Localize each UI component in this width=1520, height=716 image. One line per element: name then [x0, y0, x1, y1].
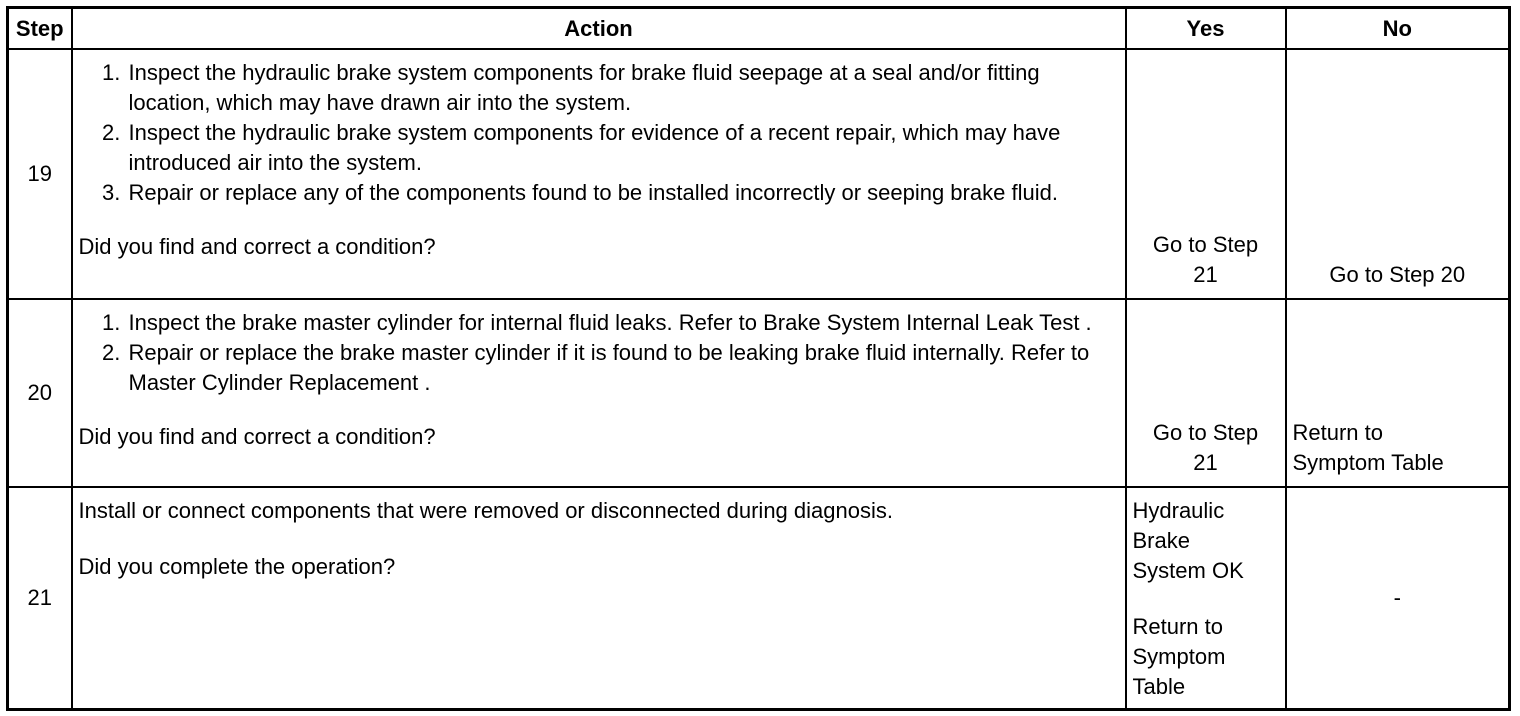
action-cell — [72, 49, 1126, 299]
no-cell — [1286, 487, 1510, 710]
diagnostic-table — [6, 6, 1511, 711]
table-row — [8, 299, 1510, 487]
step-number: 19 — [8, 49, 72, 299]
yes-a-line2: Brake — [1132, 528, 1190, 553]
no-cell — [1286, 49, 1510, 299]
yes-cell — [1126, 299, 1286, 487]
yes-cell — [1126, 49, 1286, 299]
yes-text: Go to Step — [1152, 232, 1259, 257]
question-text: Did you complete the operation? — [78, 554, 396, 579]
no-text: Go to Step 20 — [1329, 262, 1466, 287]
list-item: 1. Inspect the brake master cylinder for internal fluid leaks. Refer to Brake System Internal Leak Test . — [127, 308, 1119, 338]
step-number: 21 — [8, 487, 72, 710]
question-text: Did you find and correct a condition? — [78, 234, 436, 259]
no-text: - — [1393, 585, 1401, 610]
no-text-line1: Return to — [1292, 420, 1383, 445]
question-text: Did you find and correct a condition? — [78, 424, 436, 449]
table-row — [8, 49, 1510, 299]
action-cell — [72, 299, 1126, 487]
header-row — [8, 8, 1510, 50]
header-action: Action — [72, 8, 1126, 50]
intro-text: Install or connect components that were removed or disconnected during diagnosis. — [78, 498, 893, 523]
table-row — [8, 487, 1510, 710]
header-yes: Yes — [1126, 8, 1286, 50]
yes-a-line1: Hydraulic — [1132, 498, 1225, 523]
yes-step-number: 21 — [1193, 262, 1218, 287]
yes-b-line1: Return to — [1132, 614, 1223, 639]
yes-text: Go to Step — [1152, 420, 1259, 445]
no-cell — [1286, 299, 1510, 487]
action-cell — [72, 487, 1126, 710]
yes-cell — [1126, 487, 1286, 710]
list-item: 1. Inspect the hydraulic brake system components for brake fluid seepage at a seal and/or fitting location, which may have drawn air into the system. — [127, 58, 1119, 118]
header-no: No — [1286, 8, 1510, 50]
list-item: 3. Repair or replace any of the components found to be installed incorrectly or seeping brake fluid. — [127, 178, 1119, 208]
action-list — [79, 58, 1119, 208]
step-number: 20 — [8, 299, 72, 487]
list-item: 2. Inspect the hydraulic brake system components for evidence of a recent repair, which may have introduced air into the system. — [127, 118, 1119, 178]
yes-a-line3: System OK — [1132, 558, 1244, 583]
action-list — [79, 308, 1119, 398]
list-item: 2. Repair or replace the brake master cylinder if it is found to be leaking brake fluid internally. Refer to Master Cylinder Replacement . — [127, 338, 1119, 398]
yes-b-line3: Table — [1132, 674, 1186, 699]
no-text-line2: Symptom Table — [1292, 450, 1444, 475]
yes-b-line2: Symptom — [1132, 644, 1226, 669]
yes-step-number: 21 — [1193, 450, 1218, 475]
header-step: Step — [8, 8, 72, 50]
